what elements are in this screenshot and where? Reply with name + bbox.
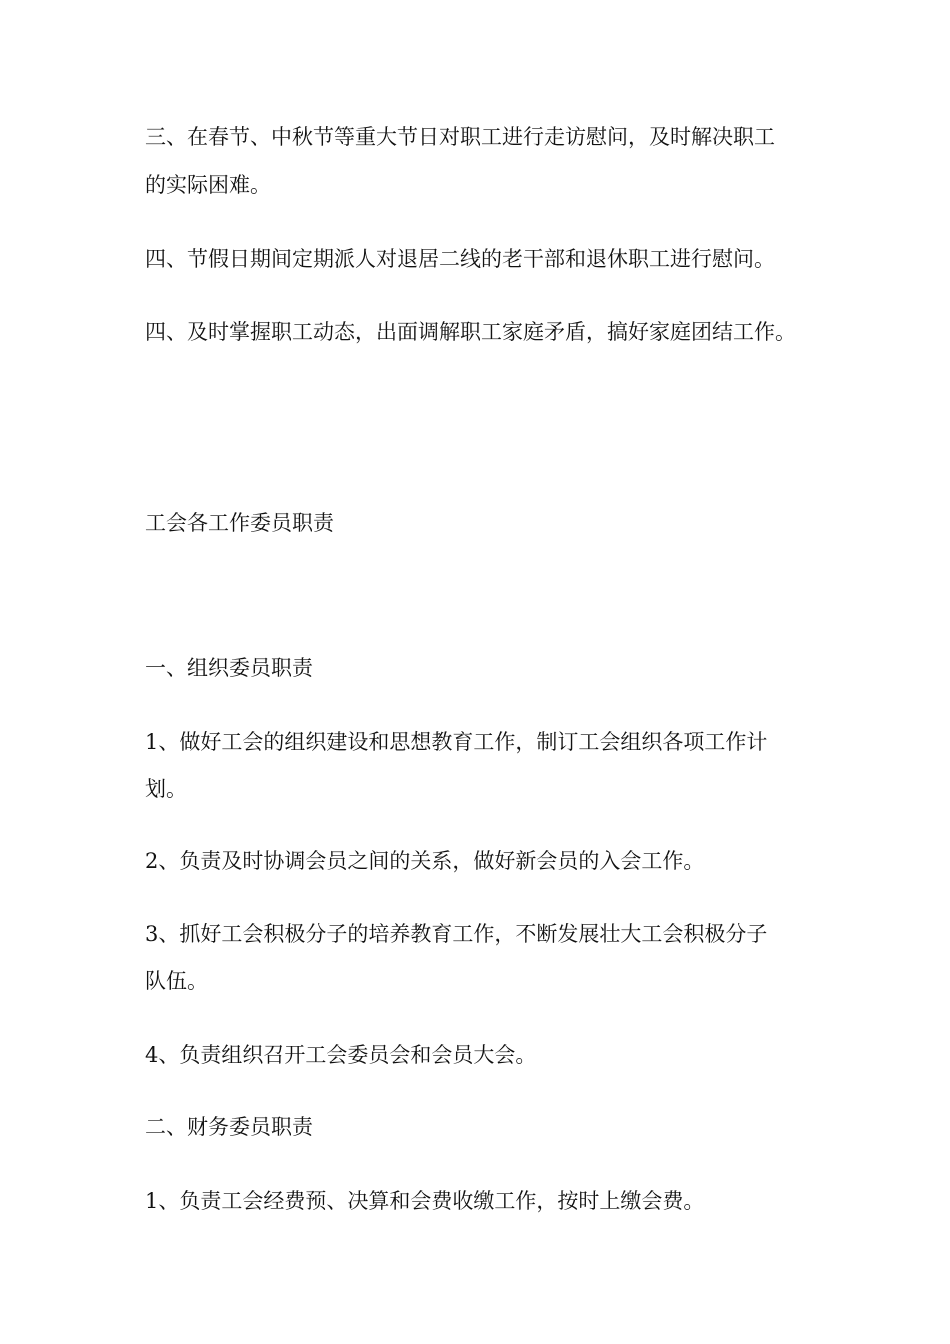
item-2: 2、负责及时协调会员之间的关系，做好新会员的入会工作。 <box>145 849 705 873</box>
item-4: 4、负责组织召开工会委员会和会员大会。 <box>145 1043 537 1067</box>
paragraph-family-mediation: 四、及时掌握职工动态，出面调解职工家庭矛盾，搞好家庭团结工作。 <box>145 320 796 344</box>
item-3-line-1: 3、抓好工会积极分子的培养教育工作，不断发展壮大工会积极分子 <box>145 922 768 946</box>
heading-organization-committee: 一、组织委员职责 <box>145 656 313 680</box>
item-1-line-1: 1、做好工会的组织建设和思想教育工作，制订工会组织各项工作计 <box>145 730 768 754</box>
paragraph-holiday-visits-line-1: 三、在春节、中秋节等重大节日对职工进行走访慰问，及时解决职工 <box>145 125 775 149</box>
heading-finance-committee: 二、财务委员职责 <box>145 1115 313 1139</box>
item-3-line-2: 队伍。 <box>145 969 208 993</box>
paragraph-holiday-visits-line-2: 的实际困难。 <box>145 173 271 197</box>
section-title: 工会各工作委员职责 <box>145 511 334 535</box>
finance-item-1: 1、负责工会经费预、决算和会费收缴工作，按时上缴会费。 <box>145 1189 705 1213</box>
item-1-line-2: 划。 <box>145 777 187 801</box>
paragraph-retiree-visits: 四、节假日期间定期派人对退居二线的老干部和退休职工进行慰问。 <box>145 247 775 271</box>
